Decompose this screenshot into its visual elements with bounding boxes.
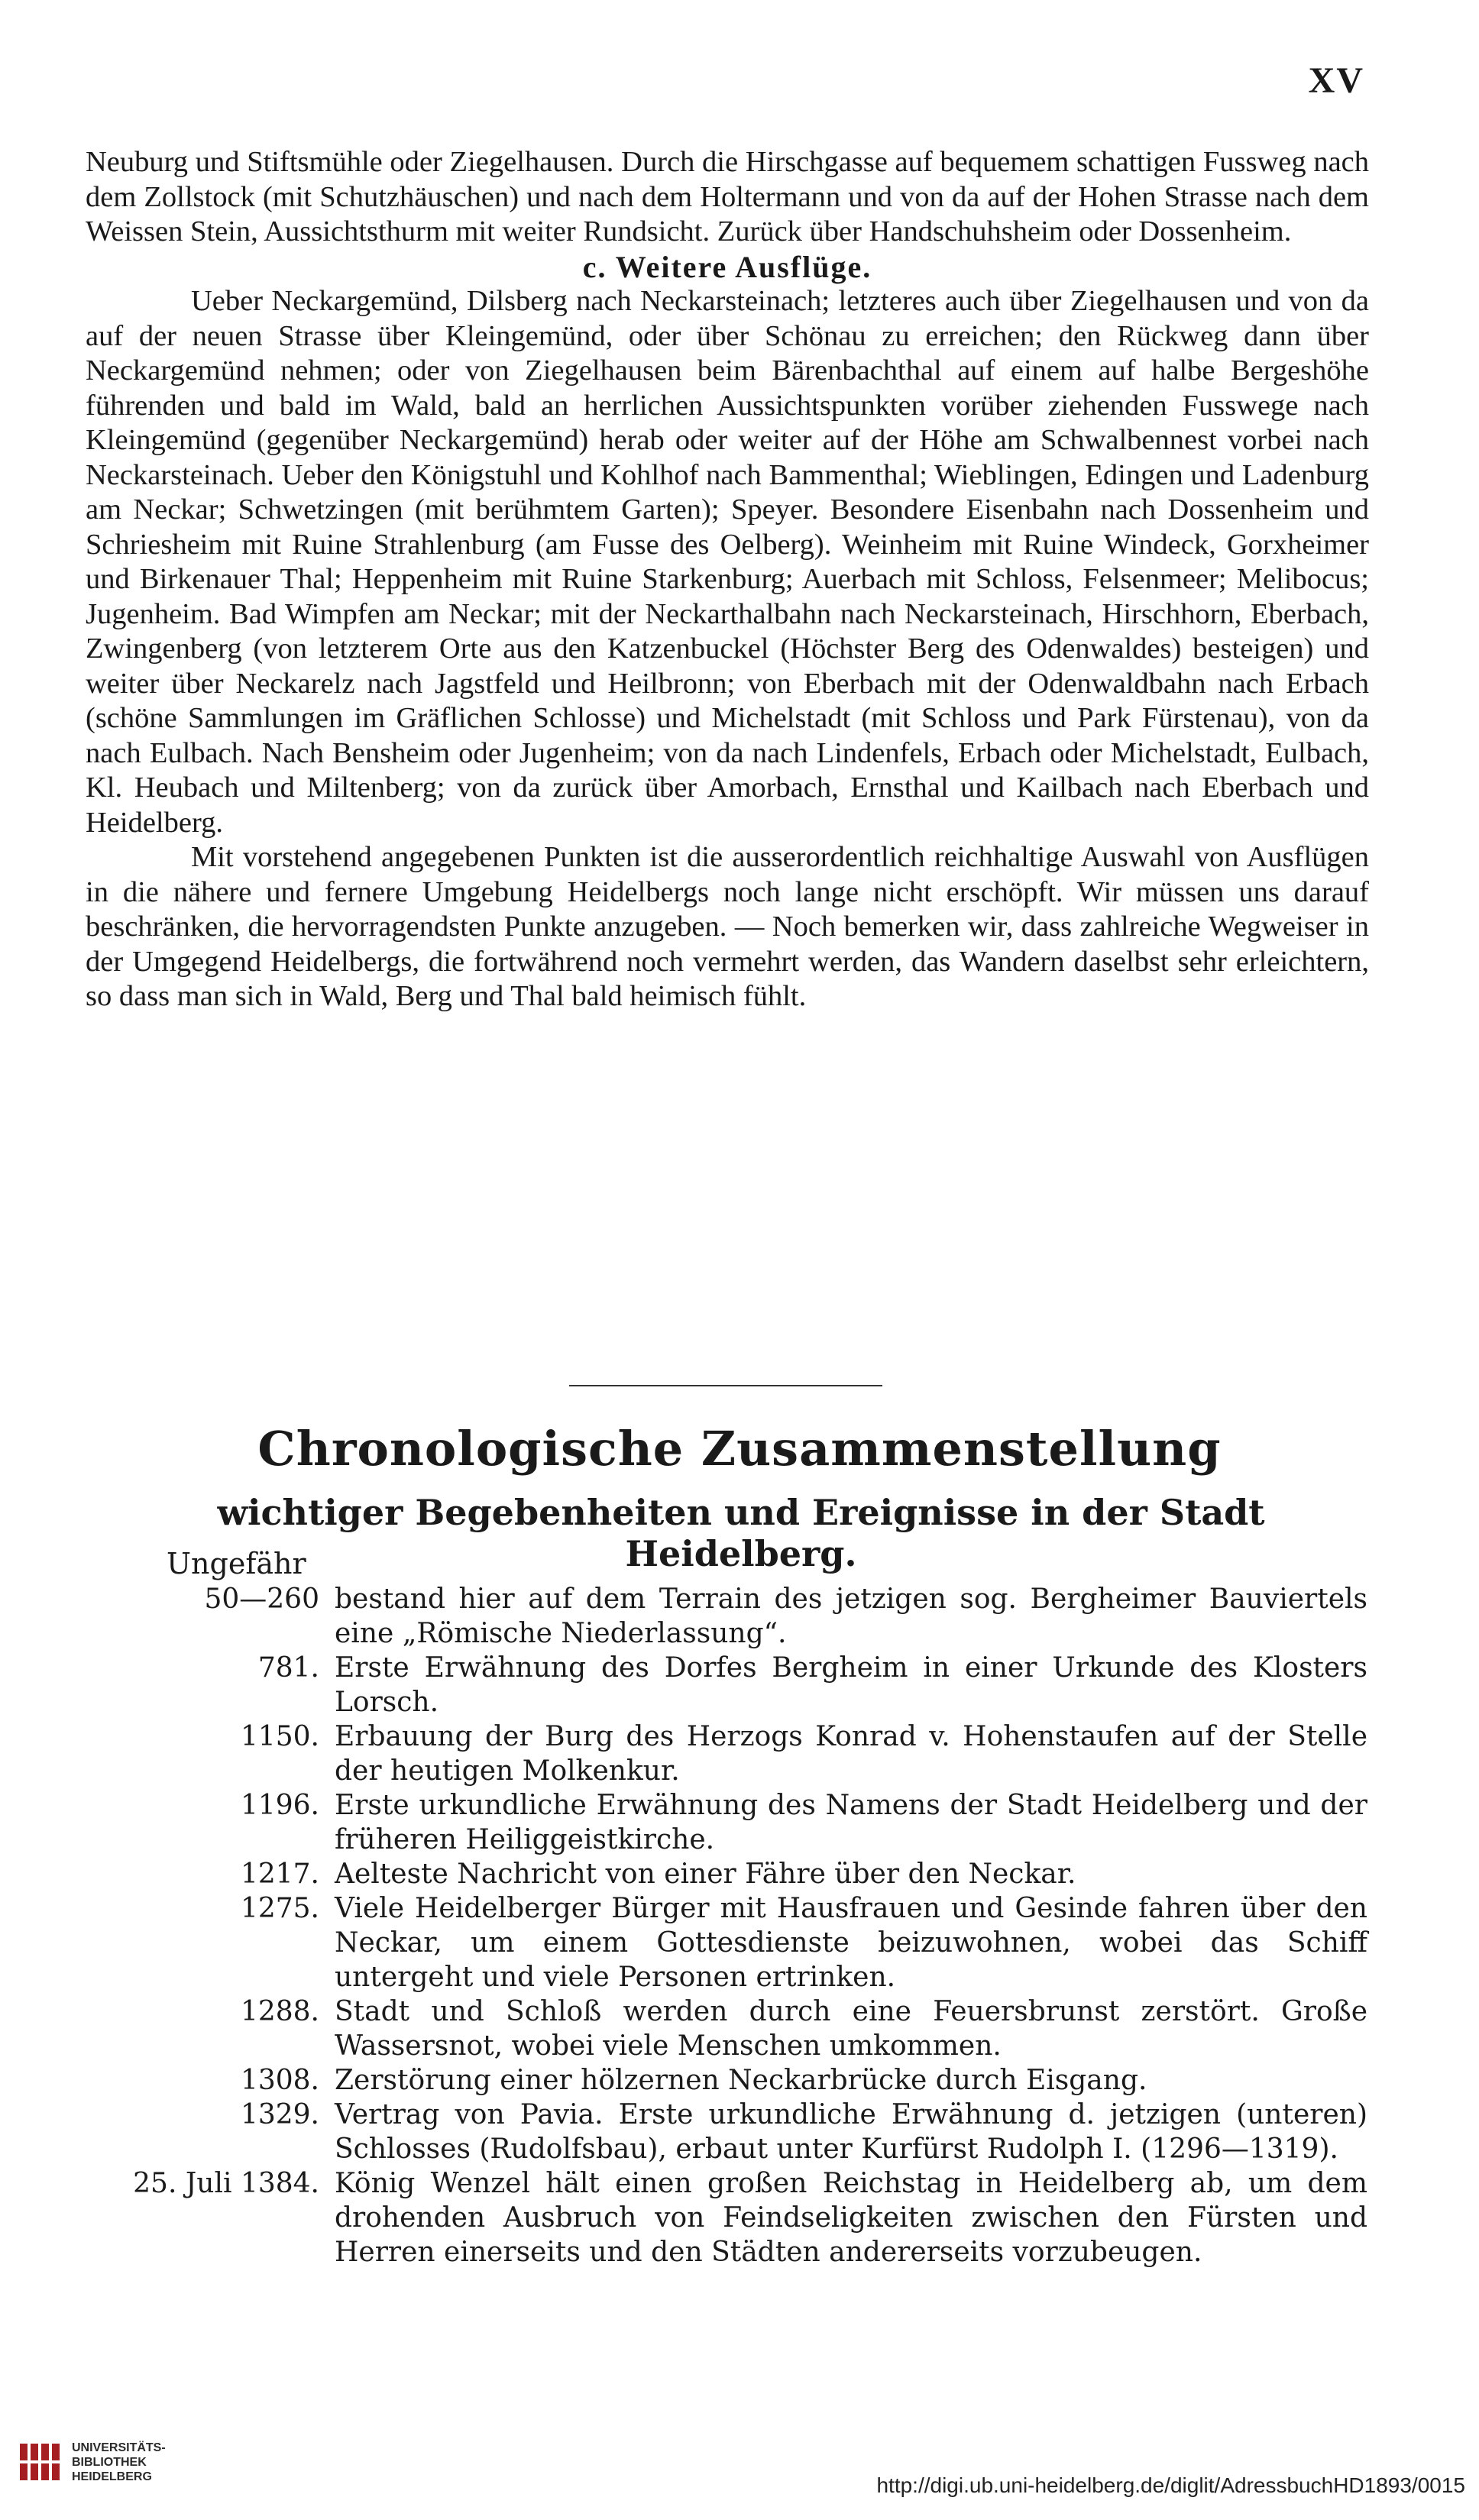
chronology-entry bbox=[92, 1719, 1367, 1788]
chronology-entry bbox=[92, 2063, 1367, 2098]
library-name-line: UNIVERSITÄTS- bbox=[72, 2441, 166, 2454]
paragraph-further-trips: Ueber Neckargemünd, Dilsberg nach Neckarsteinach; letzteres auch über Ziegelhausen und von da auf der neuen Strasse über Kleingemünd, oder über Schönau zu erreichen; den Rückweg dann über Neckargemünd nehmen; oder von Ziegelhausen beim Bärenbachthal auf einem auf halbe Bergeshöhe führenden und bald im Wald, bald an herrlichen Aussichtspunkten vorüber ziehenden Fusswege nach Kleingemünd (gegenüber Neckargemünd) herab oder weiter auf der Höhe am Schwalbennest vorbei nach Neckarsteinach. Ueber den Königstuhl und Kohlhof nach Bammenthal; Wieblingen, Edingen und Ladenburg am Neckar; Schwetzingen (mit berühmtem Garten); Speyer. Besondere Eisenbahn nach Dossenheim und Schriesheim mit Ruine Strahlenburg (am Fusse des Oelberg). Weinheim mit Ruine Windeck, Gorxheimer und Birkenauer Thal; Heppenheim mit Ruine Starkenburg; Auerbach mit Schloss, Felsenmeer; Melibocus; Jugenheim. Bad Wimpfen am Neckar; mit der Neckarthalbahn nach Neckarsteinach, Hirschhorn, Eberbach, Zwingenberg (von letzterem Orte aus den Katzenbuckel (Höchster Berg des Odenwaldes) besteigen) und weiter über Neckarelz nach Jagstfeld und Heilbronn; von Eberbach mit der Odenwaldbahn nach Erbach (schöne Sammlungen im Gräflichen Schlosse) und Michelstadt (mit Schloss und Park Fürstenau), von da nach Eulbach. Nach Bensheim oder Jugenheim; von da nach Lindenfels, Erbach oder Michelstadt, Eulbach, Kl. Heubach und Miltenberg; von da zurück über Amorbach, Ernsthal und Kailbach nach Eberbach und Heidelberg. bbox=[86, 285, 1369, 839]
chronology-label: Ungefähr bbox=[167, 1547, 306, 1580]
entry-date: 1329. bbox=[240, 2099, 319, 2130]
chronology-entry bbox=[92, 2166, 1367, 2269]
entry-text: Zerstörung einer hölzernen Neckarbrücke durch Eisgang. bbox=[335, 2065, 1147, 2096]
section-divider bbox=[569, 1385, 882, 1386]
source-url-link[interactable]: http://digi.ub.uni-heidelberg.de/diglit/AdressbuchHD1893/0015 bbox=[876, 2473, 1465, 2497]
entry-date: 1196. bbox=[240, 1790, 319, 1821]
library-logo[interactable] bbox=[17, 2420, 166, 2504]
page-number: XV bbox=[1308, 60, 1364, 101]
library-name-line: BIBLIOTHEK bbox=[72, 2455, 147, 2469]
chronology-entry bbox=[92, 2098, 1367, 2166]
section-heading: c. Weitere Ausflüge. bbox=[582, 249, 872, 284]
entry-text: Viele Heidelberger Bürger mit Hausfrauen und Gesinde fahren über den Neckar, um einem Gottesdienste beizuwohnen, wobei das Schiff untergeht und viele Personen ertrinken. bbox=[335, 1893, 1367, 1993]
entry-text: bestand hier auf dem Terrain des jetzigen sog. Bergheimer Bauviertels eine „Römische Niederlassung“. bbox=[335, 1583, 1367, 1649]
paragraph-intro: Neuburg und Stiftsmühle oder Ziegelhausen. Durch die Hirschgasse auf bequemem schattigen Fussweg nach dem Zollstock (mit Schutzhäuschen) und nach dem Holtermann und von da auf der Hohen Strasse nach dem Weissen Stein, Aussichtsthurm mit weiter Rundsicht. Zurück über Handschuhsheim oder Dossenheim. bbox=[86, 146, 1369, 247]
entry-text: Aelteste Nachricht von einer Fähre über den Neckar. bbox=[335, 1858, 1076, 1890]
entry-text: Erbauung der Burg des Herzogs Konrad v. Hohenstaufen auf der Stelle der heutigen Molkenkur. bbox=[335, 1721, 1367, 1787]
entry-date: 50—260 bbox=[204, 1583, 319, 1615]
entry-date: 1288. bbox=[240, 1996, 319, 2027]
entry-date: 1217. bbox=[240, 1858, 319, 1890]
entry-date: 781. bbox=[257, 1652, 319, 1684]
entry-text: Erste urkundliche Erwähnung des Namens der Stadt Heidelberg und der früheren Heiliggeistkirche. bbox=[335, 1790, 1367, 1855]
entry-text: Vertrag von Pavia. Erste urkundliche Erwähnung d. jetzigen (unteren) Schlosses (Rudolfsbau), erbaut unter Kurfürst Rudolph I. (1296—1319). bbox=[335, 2099, 1367, 2165]
chronology-entry bbox=[92, 1857, 1367, 1891]
chronology-title: Chronologische Zusammenstellung bbox=[257, 1421, 1222, 1477]
library-name bbox=[72, 2441, 166, 2484]
entry-date: 1308. bbox=[240, 2065, 319, 2096]
entry-text: König Wenzel hält einen großen Reichstag in Heidelberg ab, um dem drohenden Ausbruch von Feindseligkeiten zwischen den Fürsten und Herren einerseits und den Städten andererseits vorzubeugen. bbox=[335, 2168, 1367, 2268]
chronology-subtitle: wichtiger Begebenheiten und Ereignisse in der Stadt Heidelberg. bbox=[217, 1492, 1265, 1574]
library-name-line: HEIDELBERG bbox=[72, 2470, 152, 2483]
entry-date: 1150. bbox=[240, 1721, 319, 1752]
entry-text: Stadt und Schloß werden durch eine Feuersbrunst zerstört. Große Wassersnot, wobei viele Menschen umkommen. bbox=[335, 1996, 1367, 2062]
entry-text: Erste Erwähnung des Dorfes Bergheim in einer Urkunde des Klosters Lorsch. bbox=[335, 1652, 1367, 1718]
excursion-text bbox=[86, 145, 1369, 1014]
entry-date: 25. Juli 1384. bbox=[133, 2168, 319, 2199]
chronology-entry bbox=[92, 1891, 1367, 1994]
chronology-list bbox=[92, 1582, 1367, 2269]
chronology-entry bbox=[92, 1994, 1367, 2063]
library-emblem-icon bbox=[17, 2439, 63, 2485]
chronology-entry bbox=[92, 1651, 1367, 1719]
paragraph-closing: Mit vorstehend angegebenen Punkten ist die ausserordentlich reichhaltige Auswahl von Ausflügen in die nähere und fernere Umgebung Heidelbergs noch lange nicht erschöpft. Wir müssen uns darauf beschränken, die hervorragendsten Punkte anzugeben. — Noch bemerken wir, dass zahlreiche Wegweiser in der Umgegend Heidelbergs, die fortwährend noch vermehrt werden, das Wandern daselbst sehr erleichtern, so dass man sich in Wald, Berg und Thal bald heimisch fühlt. bbox=[86, 841, 1369, 1012]
chronology-entry bbox=[92, 1788, 1367, 1857]
chronology-entry bbox=[92, 1582, 1367, 1651]
entry-date: 1275. bbox=[240, 1893, 319, 1924]
